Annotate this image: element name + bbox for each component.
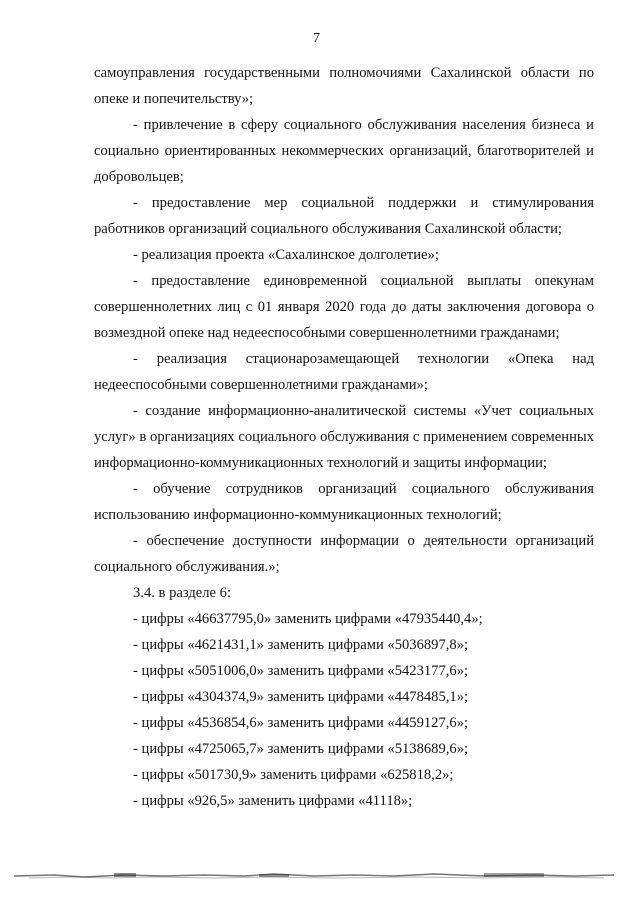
scan-edge-artifact	[14, 870, 614, 880]
page-number: 7	[313, 31, 320, 46]
list-item: - цифры «501730,9» заменить цифрами «625818,2»;	[133, 767, 454, 783]
list-item: - цифры «4304374,9» заменить цифрами «4478485,1»;	[133, 689, 469, 705]
list-item: - цифры «926,5» заменить цифрами «41118»;	[133, 793, 413, 809]
paragraph-staff-training: - обучение сотрудников организаций социального обслуживания использованию информационно-коммуникационных технологий;	[94, 481, 594, 523]
document-body	[94, 60, 594, 814]
paragraph-guardian-payment: - предоставление единовременной социальной выплаты опекунам совершеннолетних лиц с 01 января 2020 года до даты заключения договора о возмездной опеке над недееспособными совершеннолетними гражданами;	[94, 273, 594, 341]
paragraph-information-accessibility: - обеспечение доступности информации о деятельности организаций социального обслуживания.»;	[94, 533, 594, 575]
paragraph-information-system: - создание информационно-аналитической системы «Учет социальных услуг» в организациях социального обслуживания с применением современных информационно-коммуникационных технологий и защиты информации;	[94, 403, 594, 471]
list-item: - цифры «5051006,0» заменить цифрами «5423177,6»;	[133, 663, 469, 679]
list-item: - цифры «4621431,1» заменить цифрами «5036897,8»;	[133, 637, 469, 653]
paragraph-business-attraction: - привлечение в сферу социального обслуживания населения бизнеса и социально ориентированных некоммерческих организаций, благотворителей и добровольцев;	[94, 117, 594, 185]
paragraph-social-support: - предоставление мер социальной поддержки и стимулирования работников организаций социального обслуживания Сахалинской области;	[94, 195, 594, 237]
section-heading: 3.4. в разделе 6:	[133, 585, 232, 601]
list-item: - цифры «4536854,6» заменить цифрами «4459127,6»;	[133, 715, 469, 731]
paragraph-longevity-project: - реализация проекта «Сахалинское долголетие»;	[133, 247, 439, 263]
list-item: - цифры «46637795,0» заменить цифрами «47935440,4»;	[133, 611, 483, 627]
paragraph-continuation: самоуправления государственными полномочиями Сахалинской области по опеке и попечительству»;	[94, 65, 594, 107]
paragraph-guardianship-technology: - реализация стационарозамещающей технологии «Опека над недееспособными совершеннолетними гражданами»;	[94, 351, 594, 393]
list-item: - цифры «4725065,7» заменить цифрами «5138689,6»;	[133, 741, 469, 757]
